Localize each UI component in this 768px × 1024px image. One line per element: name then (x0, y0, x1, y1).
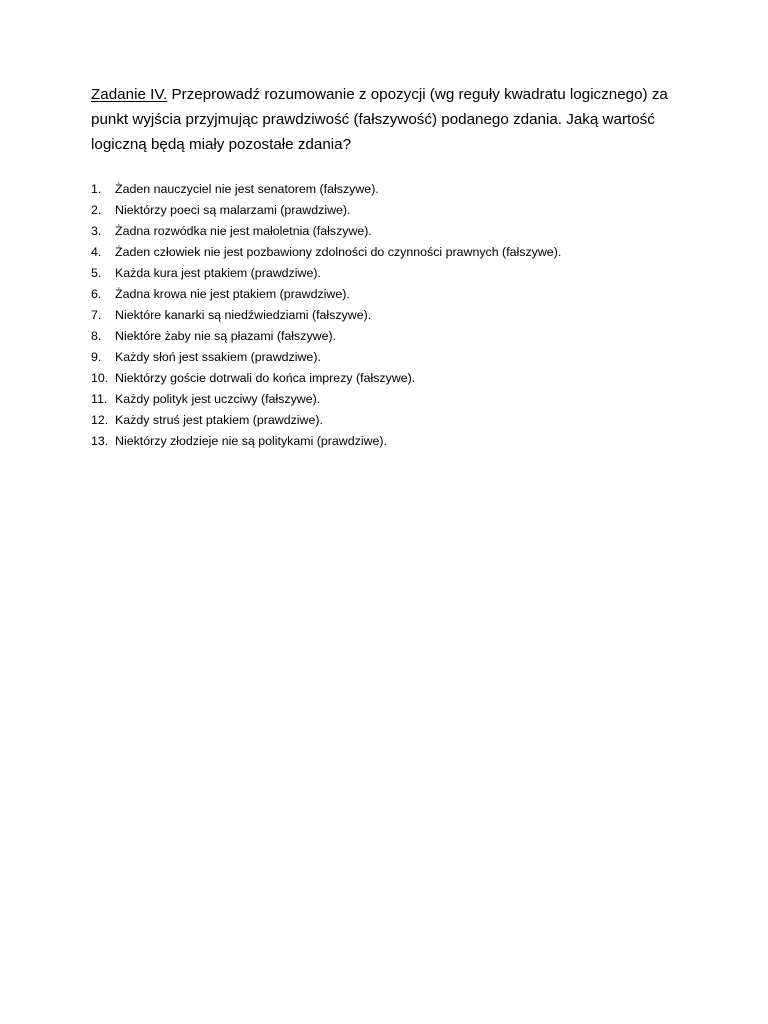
item-text: Żadna krowa nie jest ptakiem (prawdziwe). (115, 287, 350, 301)
list-item (91, 284, 561, 305)
item-number: 8. (91, 329, 102, 343)
list-item (91, 368, 561, 389)
item-number: 6. (91, 287, 102, 301)
item-number: 12. (91, 413, 109, 427)
item-number: 1. (91, 182, 102, 196)
list-item (91, 305, 561, 326)
list-item (91, 179, 561, 200)
item-number: 13. (91, 434, 109, 448)
list-item (91, 347, 561, 368)
item-text: Żaden nauczyciel nie jest senatorem (fałszywe). (115, 182, 379, 196)
item-number: 3. (91, 224, 102, 238)
item-number: 2. (91, 203, 102, 217)
list-item (91, 410, 561, 431)
item-number: 9. (91, 350, 102, 364)
list-item (91, 326, 561, 347)
item-text: Każdy struś jest ptakiem (prawdziwe). (115, 413, 323, 427)
item-text: Każdy polityk jest uczciwy (fałszywe). (115, 392, 321, 406)
list-item (91, 389, 561, 410)
list-item (91, 263, 561, 284)
list-item (91, 221, 561, 242)
item-number: 11. (91, 392, 108, 406)
item-text: Niektóre żaby nie są płazami (fałszywe). (115, 329, 337, 343)
task-paragraph (91, 82, 691, 157)
item-text: Niektórzy złodzieje nie są politykami (prawdziwe). (115, 434, 388, 448)
item-text: Niektóre kanarki są niedźwiedziami (fałszywe). (115, 308, 372, 322)
task-text: Przeprowadź rozumowanie z opozycji (wg reguły kwadratu logicznego) za punkt wyjścia przyjmując prawdziwość (fałszywość) podanego zdania. Jaką wartość logiczną będą miały pozostałe zdania? (91, 86, 668, 153)
item-number: 4. (91, 245, 102, 259)
list-item (91, 431, 561, 452)
item-text: Niektórzy poeci są malarzami (prawdziwe). (115, 203, 351, 217)
item-number: 10. (91, 371, 109, 385)
task-label: Zadanie IV. (91, 86, 168, 103)
item-number: 7. (91, 308, 102, 322)
item-number: 5. (91, 266, 102, 280)
statement-list (91, 179, 561, 452)
item-text: Żaden człowiek nie jest pozbawiony zdolności do czynności prawnych (fałszywe). (115, 245, 562, 259)
item-text: Niektórzy goście dotrwali do końca imprezy (fałszywe). (115, 371, 416, 385)
item-text: Każdy słoń jest ssakiem (prawdziwe). (115, 350, 321, 364)
item-text: Żadna rozwódka nie jest małoletnia (fałszywe). (115, 224, 372, 238)
item-text: Każda kura jest ptakiem (prawdziwe). (115, 266, 321, 280)
list-item (91, 200, 561, 221)
list-item (91, 242, 561, 263)
